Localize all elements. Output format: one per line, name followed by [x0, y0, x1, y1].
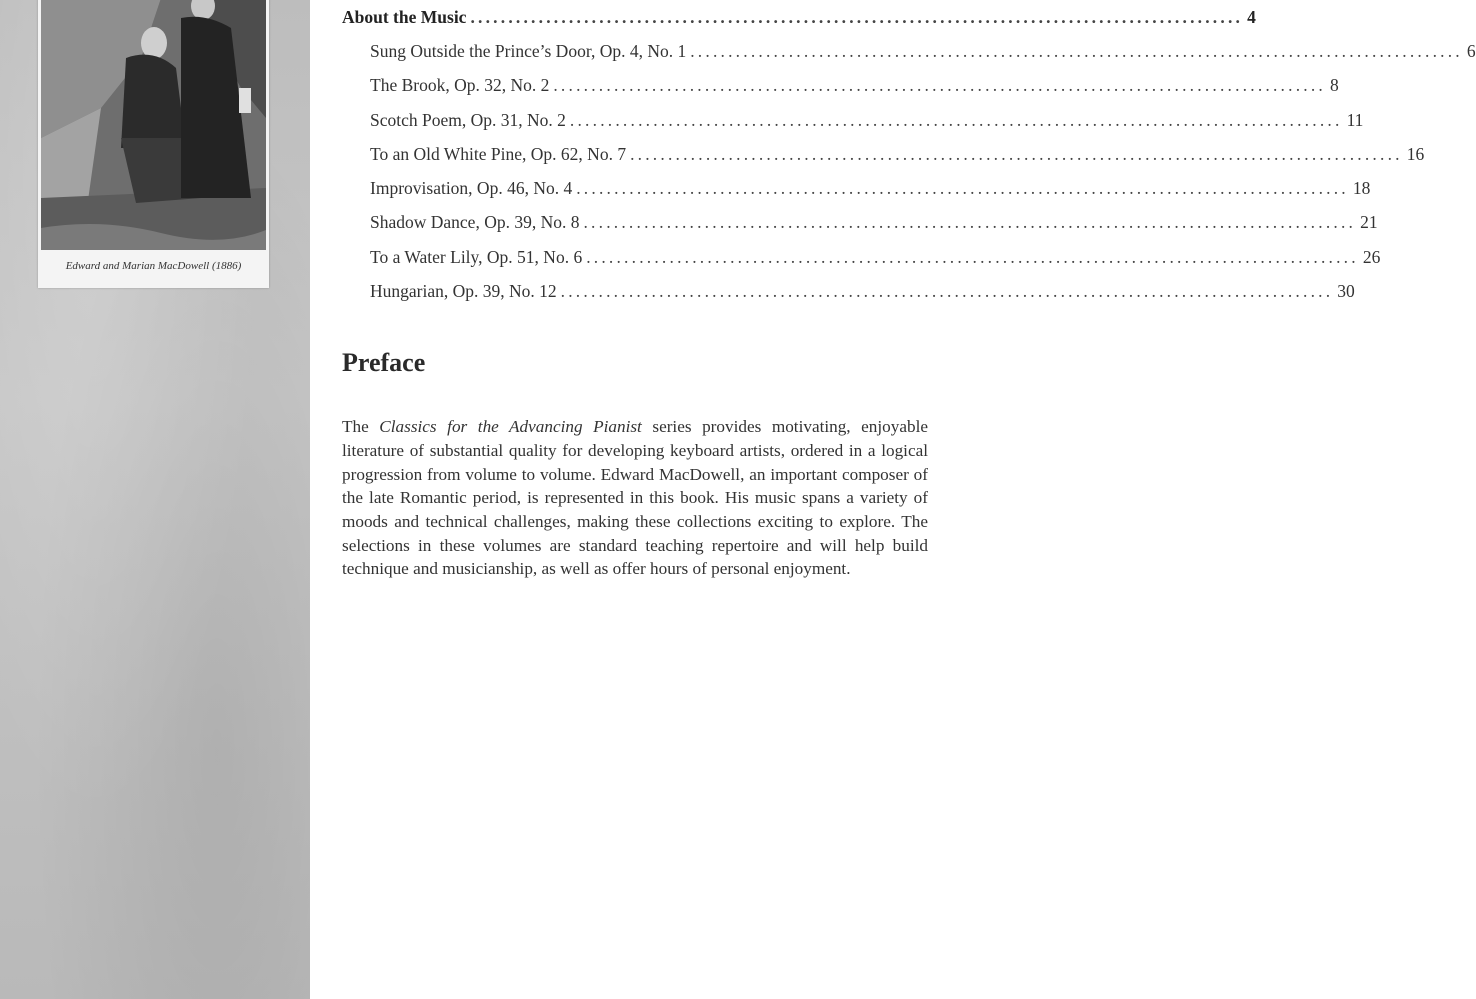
toc-dot-leader: ......................................................................................................	[583, 212, 1357, 232]
toc-entry-page: 4	[1247, 7, 1256, 27]
toc-dot-leader: ......................................................................................................	[576, 178, 1349, 198]
toc-dot-leader: ......................................................................................................	[560, 281, 1334, 301]
preface-text-after: series provides motivating, enjoyable literature of substantial quality for developing keyboard artists, ordered in a logical progression from volume to volume. Edward MacDowell, an important composer of the late Romantic period, is represented in this book. His music spans a variety of moods and technical challenges, making these collections exciting to explore. The selections in these volumes are standard teaching repertoire and will help build technique and musicianship, as well as offer hours of personal enjoyment.	[342, 417, 928, 579]
toc-entry-about-the-music[interactable]	[342, 7, 1256, 31]
toc-entry-page: 26	[1362, 247, 1381, 267]
toc-entry-title: Hungarian, Op. 39, No. 12	[370, 281, 557, 301]
toc-entry[interactable]	[370, 144, 1425, 168]
toc-entry-title: About the Music	[342, 7, 467, 27]
toc-dot-leader: ......................................................................................................	[630, 144, 1403, 164]
series-title: Classics for the Advancing Pianist	[379, 417, 642, 437]
toc-entry[interactable]	[370, 281, 1355, 305]
preface-paragraph	[342, 415, 928, 581]
toc-entry[interactable]	[370, 212, 1378, 236]
toc-entry-title: Improvisation, Op. 46, No. 4	[370, 178, 573, 198]
toc-entry-page: 21	[1360, 212, 1378, 232]
toc-entry-title: To a Water Lily, Op. 51, No. 6	[370, 247, 583, 267]
toc-entry-title: The Brook, Op. 32, No. 2	[370, 75, 550, 95]
toc-dot-leader: ......................................................................................................	[690, 41, 1463, 61]
toc-entry[interactable]	[370, 247, 1381, 271]
photo-caption: Edward and Marian MacDowell (1886)	[65, 260, 242, 272]
sidebar-panel	[0, 0, 310, 999]
toc-dot-leader: ......................................................................................................	[586, 247, 1359, 267]
toc-entry-page: 30	[1337, 281, 1355, 301]
toc-entry-title: Shadow Dance, Op. 39, No. 8	[370, 212, 580, 232]
toc-entry-page: 11	[1346, 110, 1364, 130]
toc-entry[interactable]	[370, 178, 1371, 202]
toc-dot-leader: ......................................................................................................	[470, 7, 1244, 27]
toc-entry-title: Scotch Poem, Op. 31, No. 2	[370, 110, 566, 130]
toc-entry[interactable]	[370, 75, 1339, 99]
toc-entry[interactable]	[370, 41, 1476, 65]
toc-dot-leader: ......................................................................................................	[553, 75, 1327, 95]
historical-photo	[41, 0, 266, 250]
toc-entry-title: Sung Outside the Prince’s Door, Op. 4, No. 1	[370, 41, 687, 61]
toc-entry-page: 18	[1352, 178, 1371, 198]
preface-heading: Preface	[342, 348, 426, 377]
preface-text-before: The	[342, 417, 380, 437]
toc-entry[interactable]	[370, 110, 1364, 134]
toc-entry-title: To an Old White Pine, Op. 62, No. 7	[370, 144, 627, 164]
toc-entry-page: 6	[1466, 41, 1476, 61]
toc-entry-page: 8	[1330, 75, 1339, 95]
toc-entry-page: 16	[1406, 144, 1425, 164]
toc-dot-leader: ......................................................................................................	[569, 110, 1343, 130]
photo-card	[38, 0, 269, 288]
